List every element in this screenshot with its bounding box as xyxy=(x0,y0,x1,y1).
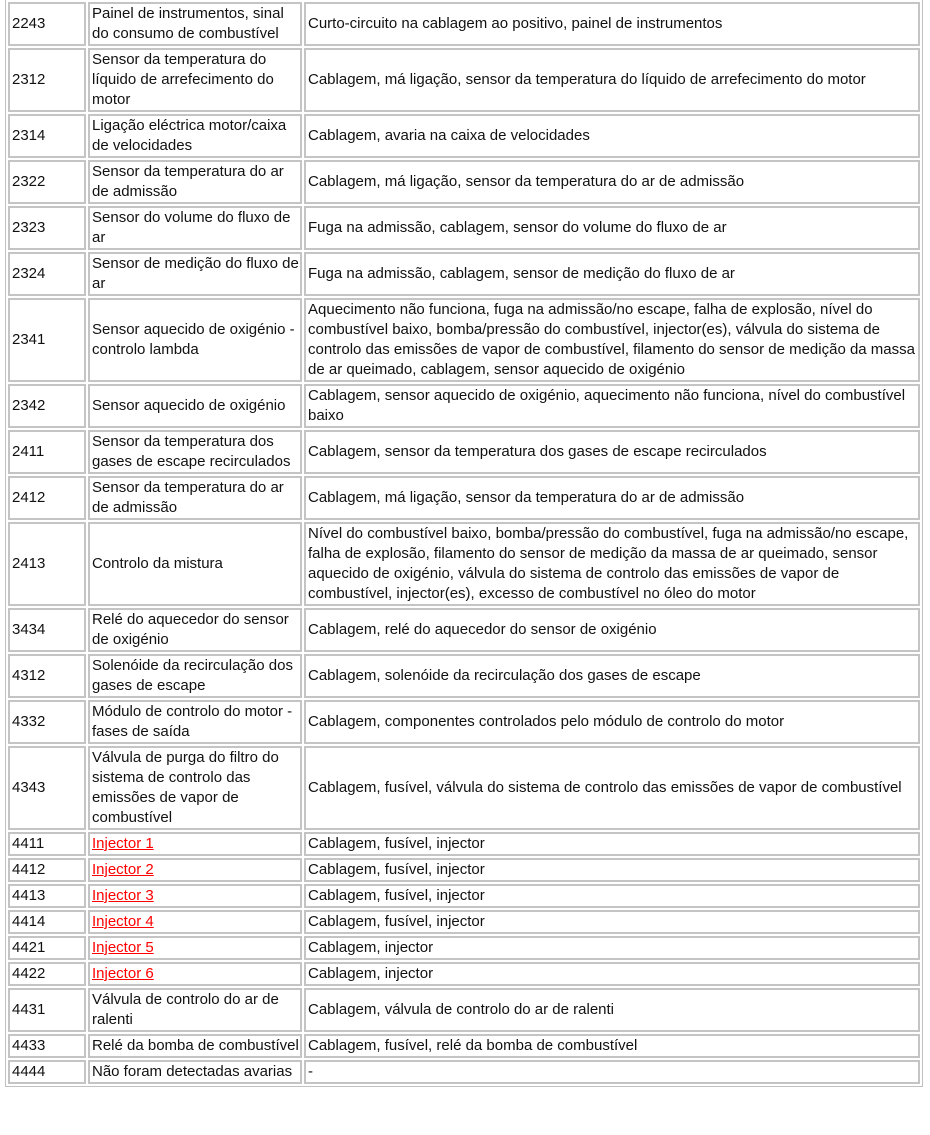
possible-cause: Cablagem, fusível, injector xyxy=(304,910,920,934)
table-row xyxy=(8,858,920,882)
component-name: Sensor da temperatura do ar de admissão xyxy=(88,476,302,520)
component-name: Painel de instrumentos, sinal do consumo de combustível xyxy=(88,2,302,46)
fault-code: 2322 xyxy=(8,160,86,204)
component-name: Válvula de controlo do ar de ralenti xyxy=(88,988,302,1032)
possible-cause: Cablagem, fusível, injector xyxy=(304,858,920,882)
table-row xyxy=(8,206,920,250)
table-row xyxy=(8,384,920,428)
component-name: Não foram detectadas avarias xyxy=(88,1060,302,1084)
possible-cause: Cablagem, sensor aquecido de oxigénio, aquecimento não funciona, nível do combustível baixo xyxy=(304,384,920,428)
component-name: Solenóide da recirculação dos gases de escape xyxy=(88,654,302,698)
possible-cause: Cablagem, fusível, injector xyxy=(304,884,920,908)
component-name: Ligação eléctrica motor/caixa de velocidades xyxy=(88,114,302,158)
possible-cause: Cablagem, injector xyxy=(304,962,920,986)
table-row xyxy=(8,700,920,744)
table-row xyxy=(8,252,920,296)
component-name: Sensor do volume do fluxo de ar xyxy=(88,206,302,250)
table-row xyxy=(8,1034,920,1058)
possible-cause: Curto-circuito na cablagem ao positivo, painel de instrumentos xyxy=(304,2,920,46)
fault-code: 4422 xyxy=(8,962,86,986)
component-name: Controlo da mistura xyxy=(88,522,302,606)
possible-cause: Cablagem, fusível, válvula do sistema de controlo das emissões de vapor de combustível xyxy=(304,746,920,830)
possible-cause: Cablagem, fusível, injector xyxy=(304,832,920,856)
fault-code-table xyxy=(5,0,923,1087)
table-row xyxy=(8,160,920,204)
possible-cause: Cablagem, má ligação, sensor da temperatura do ar de admissão xyxy=(304,476,920,520)
fault-code: 2341 xyxy=(8,298,86,382)
possible-cause: Cablagem, válvula de controlo do ar de ralenti xyxy=(304,988,920,1032)
component-name: Sensor aquecido de oxigénio xyxy=(88,384,302,428)
possible-cause: Cablagem, injector xyxy=(304,936,920,960)
table-row xyxy=(8,910,920,934)
possible-cause: Cablagem, avaria na caixa de velocidades xyxy=(304,114,920,158)
component-name: Sensor da temperatura do ar de admissão xyxy=(88,160,302,204)
fault-code: 4413 xyxy=(8,884,86,908)
table-row xyxy=(8,298,920,382)
table-row xyxy=(8,608,920,652)
table-row xyxy=(8,654,920,698)
component-cell xyxy=(88,884,302,908)
table-row xyxy=(8,746,920,830)
injector-3-link[interactable]: Injector 3 xyxy=(92,887,154,904)
table-row xyxy=(8,430,920,474)
table-row xyxy=(8,832,920,856)
possible-cause: - xyxy=(304,1060,920,1084)
fault-code: 4343 xyxy=(8,746,86,830)
table-row xyxy=(8,1060,920,1084)
possible-cause: Cablagem, má ligação, sensor da temperatura do ar de admissão xyxy=(304,160,920,204)
fault-code: 4421 xyxy=(8,936,86,960)
fault-code: 4412 xyxy=(8,858,86,882)
component-cell xyxy=(88,962,302,986)
fault-code: 4312 xyxy=(8,654,86,698)
fault-code-table-container xyxy=(5,0,923,1087)
injector-1-link[interactable]: Injector 1 xyxy=(92,835,154,852)
fault-code: 2324 xyxy=(8,252,86,296)
table-row xyxy=(8,936,920,960)
possible-cause: Cablagem, sensor da temperatura dos gases de escape recirculados xyxy=(304,430,920,474)
table-row xyxy=(8,2,920,46)
fault-code: 2312 xyxy=(8,48,86,112)
fault-code: 4411 xyxy=(8,832,86,856)
possible-cause: Fuga na admissão, cablagem, sensor de medição do fluxo de ar xyxy=(304,252,920,296)
component-name: Relé da bomba de combustível xyxy=(88,1034,302,1058)
possible-cause: Aquecimento não funciona, fuga na admissão/no escape, falha de explosão, nível do combustível baixo, bomba/pressão do combustível, injector(es), válvula do sistema de controlo das emissões de vapor de combustível, filamento do sensor de medição da massa de ar queimado, cablagem, sensor aquecido de oxigénio xyxy=(304,298,920,382)
component-name: Sensor aquecido de oxigénio - controlo lambda xyxy=(88,298,302,382)
fault-code: 2413 xyxy=(8,522,86,606)
possible-cause: Cablagem, solenóide da recirculação dos gases de escape xyxy=(304,654,920,698)
fault-code: 2243 xyxy=(8,2,86,46)
injector-6-link[interactable]: Injector 6 xyxy=(92,965,154,982)
fault-code: 3434 xyxy=(8,608,86,652)
possible-cause: Fuga na admissão, cablagem, sensor do volume do fluxo de ar xyxy=(304,206,920,250)
fault-code: 4444 xyxy=(8,1060,86,1084)
injector-4-link[interactable]: Injector 4 xyxy=(92,913,154,930)
table-row xyxy=(8,962,920,986)
component-cell xyxy=(88,858,302,882)
component-name: Sensor da temperatura do líquido de arrefecimento do motor xyxy=(88,48,302,112)
possible-cause: Cablagem, relé do aquecedor do sensor de oxigénio xyxy=(304,608,920,652)
table-row xyxy=(8,114,920,158)
possible-cause: Cablagem, fusível, relé da bomba de combustível xyxy=(304,1034,920,1058)
fault-code: 4414 xyxy=(8,910,86,934)
fault-code: 2412 xyxy=(8,476,86,520)
table-row xyxy=(8,476,920,520)
component-name: Relé do aquecedor do sensor de oxigénio xyxy=(88,608,302,652)
injector-5-link[interactable]: Injector 5 xyxy=(92,939,154,956)
table-row xyxy=(8,48,920,112)
fault-code: 4431 xyxy=(8,988,86,1032)
possible-cause: Cablagem, má ligação, sensor da temperatura do líquido de arrefecimento do motor xyxy=(304,48,920,112)
component-cell xyxy=(88,910,302,934)
fault-code: 2342 xyxy=(8,384,86,428)
possible-cause: Cablagem, componentes controlados pelo módulo de controlo do motor xyxy=(304,700,920,744)
table-row xyxy=(8,988,920,1032)
component-name: Sensor de medição do fluxo de ar xyxy=(88,252,302,296)
component-name: Válvula de purga do filtro do sistema de controlo das emissões de vapor de combustível xyxy=(88,746,302,830)
fault-code: 2411 xyxy=(8,430,86,474)
fault-code: 4332 xyxy=(8,700,86,744)
fault-code: 2314 xyxy=(8,114,86,158)
table-row xyxy=(8,884,920,908)
possible-cause: Nível do combustível baixo, bomba/pressão do combustível, fuga na admissão/no escape, falha de explosão, filamento do sensor de medição da massa de ar queimado, sensor aquecido de oxigénio, válvula do sistema de controlo das emissões de vapor de combustível, injector(es), excesso de combustível no óleo do motor xyxy=(304,522,920,606)
table-row xyxy=(8,522,920,606)
fault-code: 2323 xyxy=(8,206,86,250)
injector-2-link[interactable]: Injector 2 xyxy=(92,861,154,878)
fault-code: 4433 xyxy=(8,1034,86,1058)
component-name: Sensor da temperatura dos gases de escape recirculados xyxy=(88,430,302,474)
component-name: Módulo de controlo do motor - fases de saída xyxy=(88,700,302,744)
component-cell xyxy=(88,832,302,856)
component-cell xyxy=(88,936,302,960)
